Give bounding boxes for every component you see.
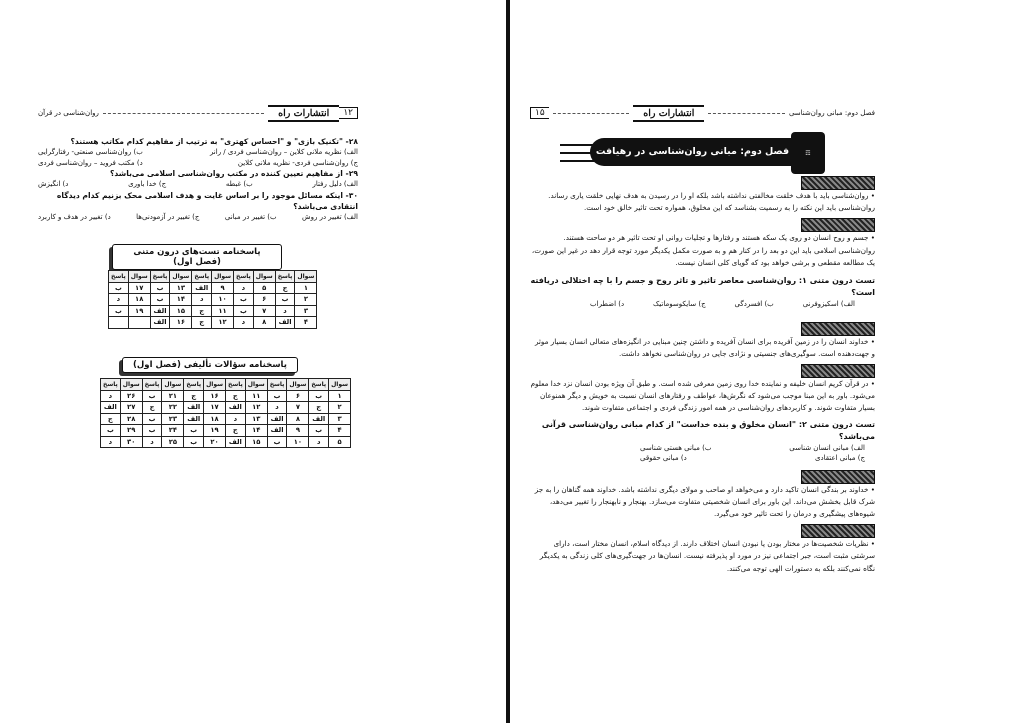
column-header: پاسخ xyxy=(109,271,129,283)
table-cell: ب xyxy=(150,282,170,294)
column-header: پاسخ xyxy=(150,271,170,283)
section-tag-icon xyxy=(801,524,875,538)
option: ب) روان‌شناسی صنعتی- رفتارگرایی xyxy=(38,148,143,156)
table-cell: ج xyxy=(226,390,246,402)
table-cell: ۱۰ xyxy=(287,436,309,448)
table-cell: ب xyxy=(101,425,121,437)
test-2-options-row2 xyxy=(530,453,875,464)
paragraph: • خداوند بر بندگی انسان تاکید دارد و می‌خواهد او صاحب و مولای دیگری نداشته باشد. خداوند همه گناهان را به جز شرک قابل بخشش می‌داند. این باور برای انسان شخصیتی متفاوت می‌سازد. بهنجار و نابهنجار را تغییر می‌دهد، شیوه‌های پیشگیری و درمان را تحت تاثیر خود می‌گیرد. xyxy=(534,484,875,518)
table-cell: ۱۹ xyxy=(128,305,150,317)
table-cell: ۸ xyxy=(253,317,275,329)
column-header: پاسخ xyxy=(275,271,295,283)
table-cell: ب xyxy=(267,436,287,448)
table-cell: ۱۶ xyxy=(204,390,226,402)
table-cell: الف xyxy=(267,413,287,425)
question-28-options xyxy=(38,147,358,158)
test-1-options xyxy=(530,299,875,310)
table-row xyxy=(101,425,351,437)
table-cell: ۶ xyxy=(287,390,309,402)
table-cell: الف xyxy=(309,413,329,425)
table-cell: د xyxy=(275,305,295,317)
option: الف) تغییر در روش xyxy=(302,212,358,221)
option: ب) مبانی هستی شناسی xyxy=(640,443,712,452)
option: د) انگیزش xyxy=(38,180,69,188)
table-cell: د xyxy=(109,294,129,306)
table-cell: د xyxy=(234,282,254,294)
table-cell: الف xyxy=(150,305,170,317)
table-cell: ۱۶ xyxy=(170,317,192,329)
table-cell: ۲۳ xyxy=(162,413,184,425)
table-cell: ب xyxy=(234,305,254,317)
table-cell: د xyxy=(226,413,246,425)
table-cell: د xyxy=(101,390,121,402)
question-29: ۲۹- از مفاهیم تعیین کننده در مکتب روان‌شناسی اسلامی می‌باشد؟ xyxy=(109,169,358,178)
option: ج) تغییر در آزمودنی‌ها xyxy=(136,212,200,221)
right-page-header xyxy=(530,104,875,122)
header-rule xyxy=(708,113,785,114)
section-tag-icon xyxy=(801,218,875,232)
table-cell: د xyxy=(101,436,121,448)
table-cell: ۲۴ xyxy=(162,425,184,437)
table-cell: ۱۸ xyxy=(204,413,226,425)
table-cell: ۴ xyxy=(329,425,351,437)
column-header: سوال xyxy=(253,271,275,283)
table-cell: ۳ xyxy=(295,305,317,317)
table-cell: ۱۷ xyxy=(204,402,226,414)
table-cell: الف xyxy=(184,402,204,414)
table-cell: ۲۱ xyxy=(162,390,184,402)
table-cell: د xyxy=(267,402,287,414)
table-cell: ۲۲ xyxy=(162,402,184,414)
column-header: سوال xyxy=(287,379,309,391)
question-30: ۳۰- اینکه مسائل موجود را بر اساس غایت و هدف اسلامی محک بزنیم کدام دیدگاه انتقادی می‌باشد؟ xyxy=(56,190,358,211)
option: ج) خدا باوری xyxy=(128,180,167,188)
table-cell: ۱۸ xyxy=(128,294,150,306)
table-cell: ب xyxy=(142,390,162,402)
publisher-brand: انتشارات راه xyxy=(268,105,339,122)
page-number: ۱۵ xyxy=(530,107,549,119)
option: د) مکتب فروید – روان‌شناسی فردی xyxy=(38,158,143,167)
option: ج) روان‌شناسی فردی- نظریه ملانی کلاین xyxy=(237,158,358,167)
table-cell: ۲۵ xyxy=(162,436,184,448)
table-cell: د xyxy=(309,436,329,448)
column-header: پاسخ xyxy=(184,379,204,391)
chapter-title: فصل دوم: مبانی روان‌شناسی در رهیافت قرآنی xyxy=(590,138,795,166)
option: الف) اسکیزوفرنی xyxy=(802,300,855,309)
option: ب) افسردگی xyxy=(734,300,774,309)
section-tag-icon xyxy=(801,322,875,336)
table-cell: ۹ xyxy=(287,425,309,437)
test-2-question: تست درون متنی ۲: "انسان مخلوق و بنده خداست" از کدام مبانی روان‌شناسی قرآنی می‌باشد؟ xyxy=(541,419,875,441)
chapter-banner xyxy=(560,132,825,185)
test-1-question: تست درون متنی ۱: روان‌شناسی معاصر تاثیر و تاثر روح و جسم را با چه اختلالی دریافته است؟ xyxy=(530,276,875,298)
table-cell: ۲۷ xyxy=(120,402,142,414)
table-cell: ۲۹ xyxy=(120,425,142,437)
table-cell: ۱۱ xyxy=(245,390,267,402)
table-row xyxy=(109,317,317,329)
right-page xyxy=(510,0,1017,723)
section-tag-icon xyxy=(801,364,875,378)
table-cell: ۱۴ xyxy=(170,294,192,306)
answer-table-2-title: پاسخنامه سؤالات تألیفی (فصل اول) xyxy=(122,357,298,373)
table-cell: ۱۷ xyxy=(128,282,150,294)
answer-table-1-title-wrap xyxy=(112,244,282,270)
running-title: روان‌شناسی در قرآن xyxy=(38,109,99,117)
table-cell: الف xyxy=(192,282,212,294)
section-tag-icon xyxy=(801,470,875,484)
right-page-body xyxy=(530,176,875,575)
table-cell: ب xyxy=(150,294,170,306)
table-cell: ب xyxy=(109,305,129,317)
option: ج) سایکوسوماتیک xyxy=(653,300,706,309)
section-tag-icon xyxy=(801,176,875,190)
column-header: پاسخ xyxy=(192,271,212,283)
table-cell: ۱۹ xyxy=(204,425,226,437)
answer-table-2 xyxy=(100,378,351,448)
running-title: فصل دوم: مبانی روان‌شناسی xyxy=(788,109,875,117)
book-icon: ☶ xyxy=(791,132,825,174)
option: الف) مبانی انسان شناسی xyxy=(789,443,865,452)
table-row xyxy=(101,413,351,425)
table-cell: ج xyxy=(184,390,204,402)
option: الف) دلیل رفتار xyxy=(312,180,358,188)
table-cell: ۱۰ xyxy=(212,294,234,306)
table-cell: ۲۸ xyxy=(120,413,142,425)
table-cell: ۱۳ xyxy=(245,413,267,425)
answer-table-1 xyxy=(108,270,317,329)
column-header: پاسخ xyxy=(226,379,246,391)
column-header: سوال xyxy=(162,379,184,391)
table-cell xyxy=(128,317,150,329)
table-row xyxy=(101,402,351,414)
column-header: پاسخ xyxy=(309,379,329,391)
table-cell: ۳۰ xyxy=(120,436,142,448)
table-cell: ۲۰ xyxy=(204,436,226,448)
question-29-options xyxy=(38,179,358,190)
table-cell: ب xyxy=(309,390,329,402)
paragraph: • جسم و روح انسان دو روی یک سکه هستند و رفتارها و تجلیات روانی او تحت تاثیر هر دو ساحت هستند. روان‌شناسی اسلامی باید این دو بعد را در کنار هم و به صورت مکمل یکدیگر مورد توجه قرار دهد در غیر این صورت، یک مطالعه مقطعی و برشی خواهد بود که گویای کلی انسان نیست. xyxy=(531,233,875,267)
table-cell: الف xyxy=(226,436,246,448)
table-cell: الف xyxy=(267,425,287,437)
option: الف) نظریه ملانی کلاین – روان‌شناسی فردی / رانر xyxy=(209,148,358,156)
table-cell: ب xyxy=(309,425,329,437)
table-cell: ۳ xyxy=(329,413,351,425)
answer-table-2-title-wrap xyxy=(110,352,310,373)
table-cell: ج xyxy=(101,413,121,425)
left-page xyxy=(0,0,507,723)
table-cell: ج xyxy=(192,305,212,317)
table-cell: ج xyxy=(192,317,212,329)
table-row xyxy=(109,282,317,294)
answer-table-1-title: پاسخنامه تست‌های درون متنی (فصل اول) xyxy=(112,244,282,270)
table-cell: ۱ xyxy=(329,390,351,402)
table-cell: د xyxy=(234,317,254,329)
table-cell: ۱۵ xyxy=(170,305,192,317)
table-cell: ب xyxy=(234,294,254,306)
table-cell: ج xyxy=(275,282,295,294)
paragraph: • خداوند انسان را در زمین آفریده برای انسان آفریده و داشتن چنین مبنایی در انگیزه‌های متعالی انسان بسیار موثر و جهت‌دهنده است. سوگیری‌های جنسیتی و نژادی جایی در روان‌شناسی نخواهد داشت. xyxy=(534,336,875,358)
table-cell: ۲ xyxy=(329,402,351,414)
table-cell: ج xyxy=(309,402,329,414)
table-cell: ۵ xyxy=(253,282,275,294)
column-header: سوال xyxy=(120,379,142,391)
table-cell: د xyxy=(192,294,212,306)
table-header-row xyxy=(101,379,351,391)
table-cell: ۸ xyxy=(287,413,309,425)
table-cell: الف xyxy=(184,413,204,425)
table-cell: ۱۴ xyxy=(245,425,267,437)
publisher-brand: انتشارات راه xyxy=(633,105,704,122)
column-header: پاسخ xyxy=(142,379,162,391)
table-row xyxy=(109,305,317,317)
column-header: سوال xyxy=(329,379,351,391)
table-cell: ۷ xyxy=(253,305,275,317)
table-cell: ۱۲ xyxy=(212,317,234,329)
table-cell: ۶ xyxy=(253,294,275,306)
table-cell: ۷ xyxy=(287,402,309,414)
column-header: سوال xyxy=(245,379,267,391)
table-cell: ب xyxy=(184,425,204,437)
question-28: ۲۸- "تکنیک بازی" و "احساس کهتری" به ترتیب از مفاهیم کدام مکاتب هستند؟ xyxy=(70,137,358,146)
column-header: سوال xyxy=(128,271,150,283)
table-cell: ۱۲ xyxy=(245,402,267,414)
table-cell: ۹ xyxy=(212,282,234,294)
table-cell: ۱۳ xyxy=(170,282,192,294)
paragraph: • نظریات شخصیت‌ها در مختار بودن یا نبودن انسان اختلاف دارند. از دیدگاه اسلام، انسان مختار است، دارای سرشتی مثبت است، جبر اجتماعی نیز در مورد او پذیرفته نیست. انسان‌ها در جهت‌گیری‌های کلی زندگی به یکدیگر نگاه نمی‌کنند بلکه به دستورات الهی توجه می‌کنند. xyxy=(539,539,875,573)
column-header: سوال xyxy=(170,271,192,283)
column-header: سوال xyxy=(204,379,226,391)
header-rule xyxy=(553,113,630,114)
table-cell: ۵ xyxy=(329,436,351,448)
question-30-options xyxy=(38,212,358,223)
table-cell: ۲۶ xyxy=(120,390,142,402)
option: ج) مبانی اعتقادی xyxy=(815,454,865,463)
table-cell xyxy=(109,317,129,329)
column-header: پاسخ xyxy=(267,379,287,391)
option: د) تغییر در هدف و کاربرد xyxy=(38,212,111,221)
column-header: پاسخ xyxy=(234,271,254,283)
test-2-options xyxy=(530,443,875,454)
option: د) مبانی حقوقی xyxy=(640,454,687,463)
table-cell: الف xyxy=(101,402,121,414)
table-cell: ج xyxy=(142,402,162,414)
table-cell: ۱۵ xyxy=(245,436,267,448)
table-cell: ب xyxy=(267,390,287,402)
table-header-row xyxy=(109,271,317,283)
column-header: سوال xyxy=(295,271,317,283)
table-cell: ب xyxy=(142,413,162,425)
left-page-header xyxy=(38,104,358,122)
table-row xyxy=(101,390,351,402)
table-cell: ۱ xyxy=(295,282,317,294)
table-row xyxy=(101,436,351,448)
page-number: ۱۲ xyxy=(339,107,358,119)
option: ب) غبطه xyxy=(225,180,253,188)
table-cell: ب xyxy=(109,282,129,294)
table-cell: الف xyxy=(226,402,246,414)
table-cell: الف xyxy=(275,317,295,329)
table-row xyxy=(109,294,317,306)
table-cell: ب xyxy=(184,436,204,448)
paragraph: • روان‌شناسی باید با هدف خلقت مخالفتی نداشته باشد بلکه او را در رسیدن به هدف نهایی خلقت یاری رساند. روان‌شناسی باید این نکته را به رسمیت بشناسد که این مخلوق، همواره تحت تاثیر خالق خود است. xyxy=(548,191,875,213)
table-cell: د xyxy=(142,436,162,448)
table-cell: ب xyxy=(142,425,162,437)
table-cell: ب xyxy=(275,294,295,306)
header-rule xyxy=(103,113,264,114)
question-28-options-row2 xyxy=(38,158,358,169)
table-cell: ۴ xyxy=(295,317,317,329)
option: ب) تغییر در مبانی xyxy=(224,212,277,221)
column-header: سوال xyxy=(212,271,234,283)
column-header: پاسخ xyxy=(101,379,121,391)
option: د) اضطراب xyxy=(590,300,625,309)
table-cell: ج xyxy=(226,425,246,437)
question-block xyxy=(38,136,358,222)
paragraph: • در قرآن کریم انسان خلیفه و نماینده خدا روی زمین معرفی شده است. و طبق آن ویژه بودن انسان نزد خدا معلوم می‌شود. باور به این مبنا موجب می‌شود که نگرش‌ها، عواطف و رفتارهای انسان نسبت به خویش و دیگر همنوعان بسیار متفاوت شوند. و کاربردهای روان‌شناسی در همه امور زندگی فردی و اجتماعی متفاوت شوند. xyxy=(530,378,875,413)
table-cell: الف xyxy=(150,317,170,329)
table-cell: ۲ xyxy=(295,294,317,306)
table-cell: ۱۱ xyxy=(212,305,234,317)
